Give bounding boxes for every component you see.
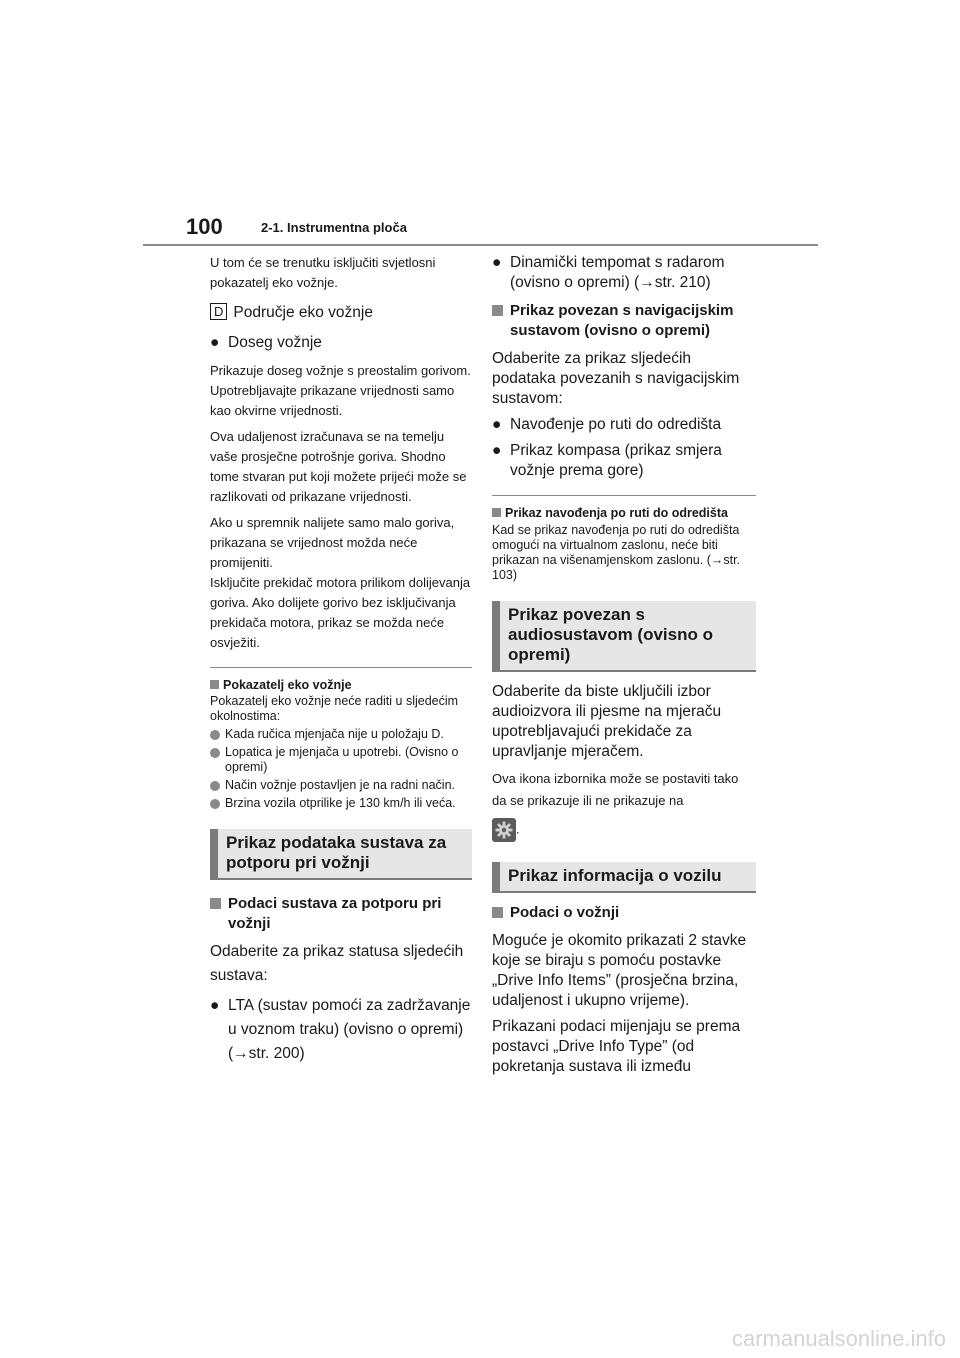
watermark-text: carmanualsonline.info (731, 1326, 946, 1351)
list-item (210, 727, 472, 742)
lta-bullet (210, 994, 472, 1066)
section-heading-vehicle: Prikaz informacija o vozilu (492, 862, 756, 893)
drive-heading (492, 903, 756, 923)
list-item-text: Navođenje po ruti do odredišta (510, 416, 722, 433)
audio-note-end: . (516, 821, 520, 837)
tag-d: D (210, 303, 227, 320)
left-column (210, 253, 472, 1072)
drive-heading-text: Podaci o vožnji (510, 904, 620, 921)
dyn-cruise-text: Dinamički tempomat s radarom (ovisno o opremi) (→str. 210) (510, 254, 725, 291)
intro-text: U tom će se trenutku isključiti svjetlosni pokazatelj eko vožnje. (210, 255, 436, 290)
lta-text: LTA (sustav pomoći za zadržavanje u voznom traku) (ovisno o opremi) (→str. 200) (228, 997, 471, 1062)
circle-bullet-icon (210, 799, 220, 809)
circle-bullet-icon (210, 730, 220, 740)
list-item (210, 778, 472, 793)
route-heading (492, 506, 756, 520)
list-item (210, 745, 472, 775)
range-paragraph-1: Prikazuje doseg vožnje s preostalim gorivom. Upotrebljavajte prikazane vrijednosti samo kao okvirne vrijednosti. (210, 363, 471, 418)
circle-bullet-icon (210, 748, 220, 758)
nav-heading (492, 301, 756, 341)
drive-paragraph-2: Prikazani podaci mijenjaju se prema postavci „Drive Info Type” (od pokretanja sustava ili između (492, 1018, 741, 1075)
support-heading-text: Podaci sustava za potporu pri vožnji (228, 895, 442, 932)
nav-heading-text: Prikaz povezan s navigacijskim sustavom (ovisno o opremi) (510, 302, 734, 339)
square-bullet-icon (492, 508, 501, 517)
watermark (0, 1326, 960, 1352)
dyn-cruise-bullet (492, 253, 756, 293)
list-item (210, 796, 472, 811)
divider (492, 495, 756, 496)
eco-indicator-text: Pokazatelj eko vožnje neće raditi u sljedećim okolnostima: (210, 694, 459, 723)
eco-area-line (210, 303, 472, 323)
bullet-dot-icon: ● (492, 416, 502, 433)
chapter-title: 2-1. Instrumentna ploča (261, 220, 407, 235)
range-paragraph-2: Ova udaljenost izračunava se na temelju vaše prosječne potrošnje goriva. Shodno tome stvaran put koji možete prijeći može se razlikovati od prikazane vrijednosti. (210, 429, 467, 504)
route-text: Kad se prikaz navođenja po ruti do odredišta omogući na virtualnom zaslonu, neće biti prikazan na višenamjenskom zaslonu. (→str. 103) (492, 523, 741, 582)
circle-bullet-icon (210, 781, 220, 791)
square-bullet-icon (492, 305, 503, 316)
support-text: Odaberite za prikaz statusa sljedećih sustava: (210, 943, 464, 984)
support-heading (210, 894, 472, 934)
square-bullet-icon (210, 680, 219, 689)
list-item (492, 441, 756, 481)
list-item (492, 415, 756, 435)
bullet-dot-icon: ● (492, 442, 502, 459)
audio-text: Odaberite da biste uključili izbor audioizvora ili pjesme na mjeraču upotrebljavajući prekidače za upravljanje mjeračem. (492, 683, 722, 760)
divider (210, 667, 472, 668)
list-item-text: Kada ručica mjenjača nije u položaju D. (225, 727, 444, 741)
section-heading-support: Prikaz podataka sustava za potporu pri vožnji (210, 829, 472, 880)
right-column (492, 253, 756, 1083)
audio-note: Ova ikona izbornika može se postaviti tako da se prikazuje ili ne prikazuje na (492, 771, 739, 808)
bullet-dot-icon: ● (210, 334, 220, 351)
drive-paragraph-1: Moguće je okomito prikazati 2 stavke koje se biraju s pomoću postavke „Drive Info Items” (prosječna brzina, udaljenost i ukupno vrijeme). (492, 932, 747, 1009)
nav-text: Odaberite za prikaz sljedećih podataka povezanih s navigacijskim sustavom: (492, 350, 740, 407)
list-item-text: Lopatica je mjenjača u upotrebi. (Ovisno o opremi) (225, 745, 459, 774)
list-item-text: Brzina vozila otprilike je 130 km/h ili veća. (225, 796, 456, 810)
range-title: Doseg vožnje (228, 334, 322, 351)
header-rule (143, 244, 818, 246)
eco-indicator-heading-text: Pokazatelj eko vožnje (223, 678, 352, 692)
bullet-dot-icon: ● (210, 997, 220, 1014)
page-number: 100 (186, 214, 223, 239)
section-heading-audio: Prikaz povezan s audiosustavom (ovisno o opremi) (492, 601, 756, 672)
list-item-text: Prikaz kompasa (prikaz smjera vožnje prema gore) (510, 442, 722, 479)
eco-indicator-heading (210, 678, 472, 692)
route-heading-text: Prikaz navođenja po ruti do odredišta (505, 506, 728, 520)
range-paragraph-3a: Ako u spremnik nalijete samo malo goriva, prikazana se vrijednost možda neće promijeniti. (210, 515, 455, 570)
settings-gear-icon (492, 818, 516, 842)
eco-area-label: Područje eko vožnje (233, 304, 373, 321)
range-paragraph-3b: Isključite prekidač motora prilikom dolijevanja goriva. Ako dolijete gorivo bez isključivanja prekidača motora, prikaz se možda neće osvježiti. (210, 575, 471, 650)
list-item-text: Način vožnje postavljen je na radni način. (225, 778, 455, 792)
audio-note-icon-line (492, 818, 756, 842)
bullet-dot-icon: ● (492, 254, 502, 271)
range-bullet (210, 333, 472, 353)
square-bullet-icon (210, 898, 221, 909)
square-bullet-icon (492, 907, 503, 918)
